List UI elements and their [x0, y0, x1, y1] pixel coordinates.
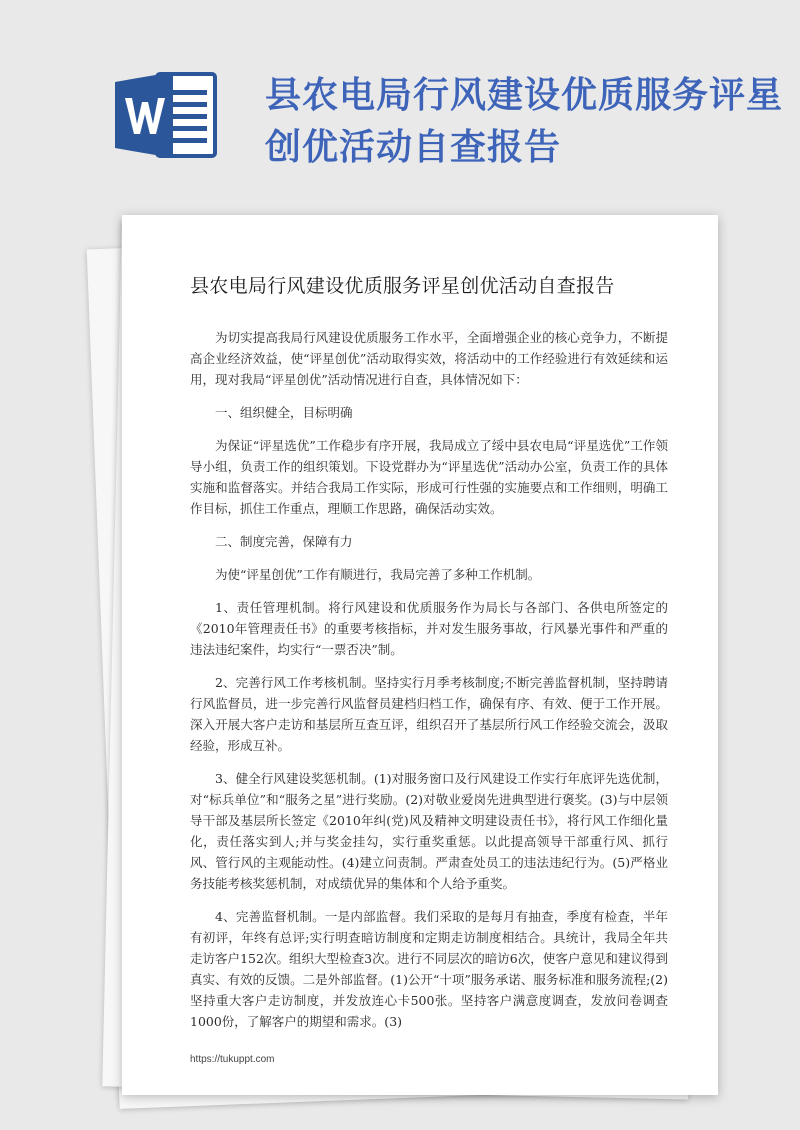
document-title: 县农电局行风建设优质服务评星创优活动自查报告 [190, 275, 615, 297]
section-2-intro: 为使“评星创优”工作有顺进行，我局完善了多种工作机制。 [215, 567, 541, 582]
mechanism-1-paragraph: 1、责任管理机制。将行风建设和优质服务作为局长与各部门、各供电所签定的《2010年管理责任书》的重要考核指标，并对发生服务事故，行风暴光事件和严重的违法违纪案件，均实行“一票否决”制。 [190, 600, 668, 657]
section-heading-1: 一、组织健全，目标明确 [215, 405, 353, 420]
footer-url: https://tukuppt.com [190, 1054, 275, 1065]
intro-paragraph: 为切实提高我局行风建设优质服务工作水平，全面增强企业的核心竞争力，不断提高企业经济效益，使“评星创优”活动取得实效，将活动中的工作经验进行有效延续和运用，现对我局“评星创优”活动情况进行自查，具体情况如下： [190, 330, 668, 387]
mechanism-2-paragraph: 2、完善行风工作考核机制。坚持实行月季考核制度;不断完善监督机制，坚持聘请行风监督员，进一步完善行风监督员建档归档工作，确保有序、有效、便于工作开展。深入开展大客户走访和基层所互查互评，组织召开了基层所行风工作经验交流会，汲取经验，形成互补。 [190, 675, 668, 753]
section-heading-2: 二、制度完善，保障有力 [215, 534, 353, 549]
section-1-paragraph: 为保证“评星选优”工作稳步有序开展，我局成立了绥中县农电局“评星选优”工作领导小组，负责工作的组织策划。下设党群办为“评星选优”活动办公室，负责工作的具体实施和监督落实。并结合我局工作实际，形成可行性强的实施要点和工作细则，明确工作目标，抓住工作重点，理顺工作思路，确保活动实效。 [190, 438, 668, 516]
page-title: 县农电局行风建设优质服务评星创优活动自查报告 [265, 75, 784, 168]
mechanism-4-paragraph: 4、完善监督机制。一是内部监督。我们采取的是每月有抽查，季度有检查，半年有初评，年终有总评;实行明查暗访制度和定期走访制度相结合。具统计，我局全年共走访客户152次。组织大型检查3次。进行不同层次的暗访6次，使客户意见和建议得到真实、有效的反馈。二是外部监督。(1)公开“十项”服务承诺、服务标准和服务流程;(2)坚持重大客户走访制度，并发放连心卡500张。坚持客户满意度调查，发放问卷调查1000份，了解客户的期望和需求。(3) [190, 909, 668, 1029]
header-banner [0, 0, 800, 210]
mechanism-3-paragraph: 3、健全行风建设奖惩机制。(1)对服务窗口及行风建设工作实行年底评先选优制，对“标兵单位”和“服务之星”进行奖励。(2)对敬业爱岗先进典型进行褒奖。(3)与中层领导干部及基层所长签定《2010年纠(党)风及精神文明建设责任书》，将行风工作细化量化，责任落实到人;并与奖金挂勾，实行重奖重惩。以此提高领导干部重行风、抓行风、管行风的主观能动性。(4)建立问责制。严肃查处员工的违法违纪行为。(5)严格业务技能考核奖惩机制，对成绩优异的集体和个人给予重奖。 [190, 771, 668, 891]
document-page [122, 215, 718, 1095]
word-document-icon [113, 68, 217, 162]
